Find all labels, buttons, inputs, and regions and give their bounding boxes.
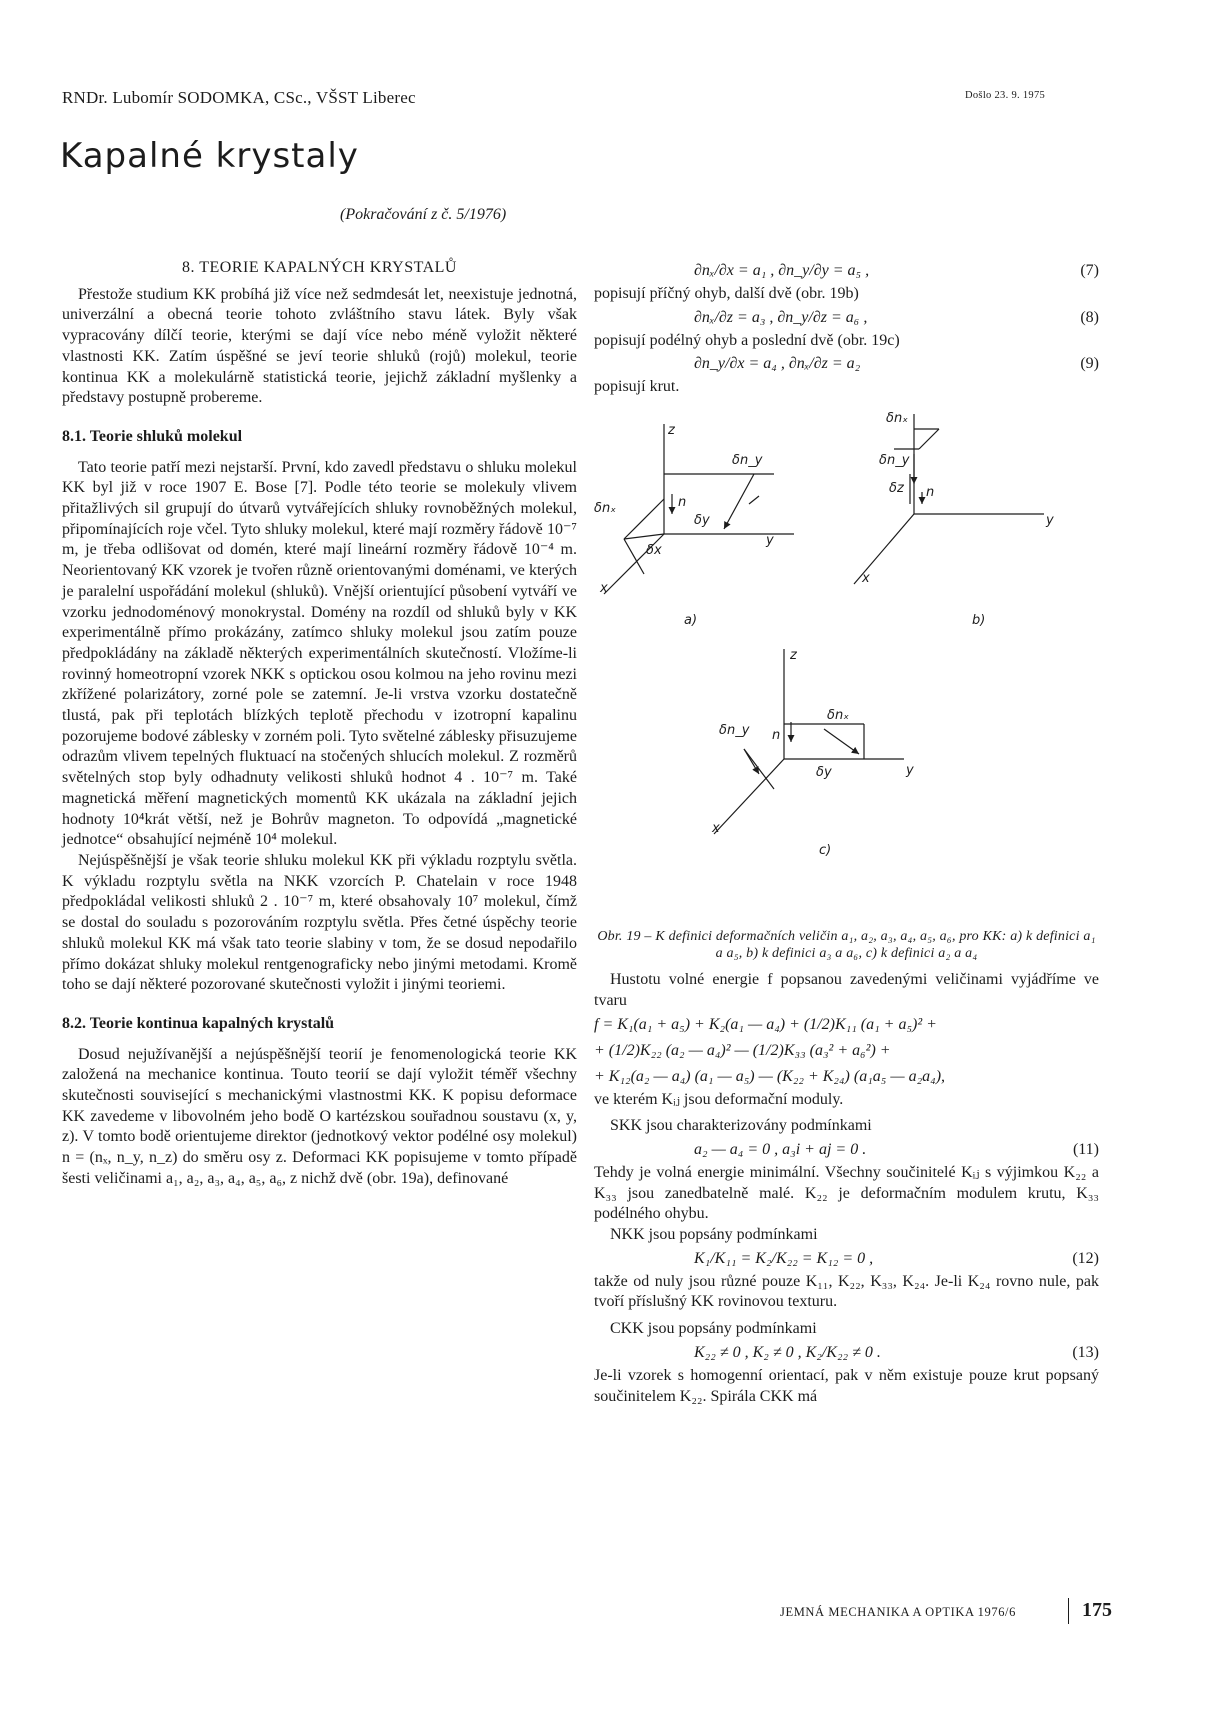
tehdy-paragraph: Tehdy je volná energie minimální. Všechny součinitelé Kᵢⱼ s výjimkou K₂₂ a K₃₃ jsou zanedbatelně malé. K₂₂ je deformačním modulem krutu, K₃₃ podélného ohybu. (594, 1163, 1099, 1223)
section-8-1-heading: 8.1. Teorie shluků molekul (62, 427, 243, 445)
footer-divider (1068, 1598, 1069, 1624)
article-title: Kapalné krystaly (60, 136, 359, 176)
equation-11-number: (11) (1072, 1140, 1099, 1158)
panel-a-dx-label: δx (646, 543, 662, 559)
panel-c-drawing (714, 649, 904, 834)
right-column (594, 258, 1099, 1407)
text-after-eq7: popisují příčný ohyb, další dvě (obr. 19b) (594, 285, 859, 302)
panel-c-dnx-label: δnₓ (827, 708, 849, 724)
author-line: RNDr. Lubomír SODOMKA, CSc., VŠST Liberec (62, 88, 416, 107)
section-8-2-paragraph-1: Dosud nejužívanější a nejúspěšnější teorií je fenomenologická teorie KK založená na mechanice kontinua. Touto teorií se dají vyložit téměř všechny skutečnosti související s mechanickými vlastnostmi KK. K popisu deformace KK zavedeme v libovolném jeho bodě O kartézskou souřadnou soustavu (x, y, z). V tomto bodě orientujeme direktor (jednotkový vektor podélné osy molekul) n = (nₓ, n_y, n_z) do směru osy z. Deformaci KK popisujeme v tomto případě šesti veličinami a₁, a₂, a₃, a₄, a₅, a₆, z nichž dvě (obr. 19a), definované (62, 1045, 577, 1187)
panel-b-caption-label: b) (972, 613, 986, 629)
footer-journal: JEMNÁ MECHANIKA A OPTIKA 1976/6 (780, 1605, 1016, 1619)
continuation-note: (Pokračování z č. 5/1976) (340, 206, 507, 223)
free-energy-line-3: + K₁₂(a₂ — a₄) (a₁ — a₅) — (K₂₂ + K₂₄) (a₁a₅ — a₂a₄), (594, 1067, 946, 1085)
equation-13 (594, 1340, 1099, 1366)
text-after-eq8: popisují podélný ohyb a poslední dvě (obr. 19c) (594, 331, 900, 349)
panel-c-dy-label: δy (816, 765, 832, 781)
panel-a-drawing (604, 424, 794, 594)
nkk-sentence: NKK jsou popsány podmínkami (610, 1226, 818, 1244)
figure-19-diagram (594, 404, 1099, 924)
section-8-2-heading: 8.2. Teorie kontinua kapalných krystalů (62, 1014, 335, 1032)
energy-paragraph: Hustotu volné energie f popsanou zavedenými veličinami vyjádříme ve tvaru (594, 971, 1099, 1009)
panel-b-y-label: y (1046, 513, 1054, 529)
panel-b-dz-label: δz (889, 481, 904, 497)
kij-sentence: ve kterém Kᵢⱼ jsou deformační moduly. (594, 1090, 844, 1108)
panel-b-x-label: x (862, 571, 870, 587)
equation-12-body: K₁/K₁₁ = K₂/K₂₂ = K₁₂ = 0 , (694, 1249, 874, 1267)
equation-13-number: (13) (1072, 1343, 1099, 1361)
free-energy-line-1: f = K₁(a₁ + a₅) + K₂(a₁ — a₄) + (1/2)K₁₁ (a₁ + a₅)² + (594, 1015, 937, 1033)
ckk-sentence: CKK jsou popsány podmínkami (610, 1320, 817, 1338)
section-8-1-paragraph-2: Nejúspěšnější je však teorie shluku molekul KK při výkladu rozptylu světla. K výkladu rozptylu světla na NKK vzorcích P. Chatelain v roce 1948 předpokládal velikosti shluků 2 . 10⁻⁷ m, které obsahovaly 10⁷ molekul, čímž se dostal do souladu s pozorováním rozptylu světla. Přes četné úspěchy teorie shluků molekul KK má však tato teorie slabiny v tom, že se dosud nepodařilo přímo dokázat shluky molekul rentgenograficky nebo jinými metodami. Kromě toho se dají některé pozorované skutečnosti vyložit i jinými teoriemi. (62, 851, 577, 994)
equation-8 (594, 305, 1099, 331)
equation-7 (594, 258, 1099, 284)
panel-a-x-label: x (600, 581, 608, 597)
section-8-heading: 8. TEORIE KAPALNÝCH KRYSTALŮ (182, 259, 457, 276)
equation-9-body: ∂n_y/∂x = a₄ , ∂nₓ/∂z = a₂ (694, 355, 861, 373)
last-paragraph: Je-li vzorek s homogenní orientací, pak v něm existuje pouze krut popsaný součinitelem K₂₂. Spirála CKK má (594, 1366, 1099, 1405)
figure-19-caption: Obr. 19 – K definici deformačních veličin a₁, a₂, a₃, a₄, a₅, a₆, pro KK: a) k definici a₁ a a₅, b) k definici a₃ a a₆, c) k definici a₂ a a₄ (597, 929, 1096, 962)
section-8-1-paragraph-1: Tato teorie patří mezi nejstarší. První, kdo zavedl představu o shluku molekul KK byl již v roce 1907 E. Bose [7]. Podle této teorie se molekuly vlivem přitažlivých sil grupují do útvarů vytvářejících shluky rovnoběžných molekul, připomínajících roje včel. Tyto shluky molekul, které mají rozměry řádově 10⁻⁷ m, je třeba odlišovat od domén, které mají lineární rozměry řádově 10⁻⁴ m. Neorientovaný KK vzorek je tvořen různě orientovanými doménami, ve kterých je paralelní uspořádání molekul (shluků). Vnější orientující působení vytváří ve vzorku jednodoménový monokrystal. Domény na rozdíl od shluků byly v KK experimentálně přímo prokázány, zatímco shluky molekul jsou zatím pouze předpokládány na základě některých experimentálních skutečností. Vložíme-li rovinný homeotropní vzorek NKK s optickou osou kolmou na jeho rovinu mezi zkřížené polarizátory, zorné pole se zatemní. Je-li vrstva vzorku dostatečně tlustá, pak při teplotách blízkých teplotě přechodu v izotropní kapalinu pozorujeme bodové záblesky v zorném poli. Tyto světelné záblesky přisuzujeme odrazům vlivem tepelných fluktuací na stočených shlucích molekul. Z rozměrů světelných stop byly odhadnuty velikosti shluků hodnot 4 . 10⁻⁷ m. Také magnetická měření magnetických momentů KK ukázala na základní jejich hodnoty 10⁴krát větší, než je Bohrův magneton. To odpovídá „magnetické jednotce“ obsahující nejméně 10⁴ molekul. (62, 458, 577, 849)
panel-a-dny-label: δn_y (732, 453, 763, 469)
equation-7-body: ∂nₓ/∂x = a₁ , ∂n_y/∂y = a₅ , (694, 262, 870, 279)
panel-a-n-label: n (678, 495, 687, 511)
panel-a-dnx-label: δnₓ (594, 501, 616, 517)
equation-12 (594, 1246, 1099, 1272)
equation-13-body: K₂₂ ≠ 0 , K₂ ≠ 0 , K₂/K₂₂ ≠ 0 . (694, 1343, 881, 1361)
equation-8-number: (8) (1080, 308, 1099, 326)
panel-c-dny-label: δn_y (719, 723, 750, 739)
panel-c-z-label: z (790, 648, 797, 664)
figure-19 (594, 404, 1099, 924)
panel-a-y-label: y (766, 533, 774, 549)
free-energy-line-2: + (1/2)K₂₂ (a₂ — a₄)² — (1/2)K₃₃ (a₃² + a₆²) + (594, 1041, 891, 1059)
text-after-eq9: popisují krut. (594, 378, 680, 396)
equation-9 (594, 351, 1099, 377)
panel-b-drawing (854, 414, 1044, 587)
panel-a-caption-label: a) (684, 613, 698, 629)
equation-11 (594, 1137, 1099, 1163)
takze-paragraph: takže od nuly jsou různé pouze K₁₁, K₂₂, K₃₃, K₂₄. Je-li K₂₄ rovno nule, pak tvoří příslušný KK rovinovou texturu. (594, 1272, 1099, 1311)
panel-c-n-label: n (772, 728, 781, 744)
panel-c-caption-label: c) (819, 843, 832, 859)
equation-9-number: (9) (1080, 355, 1099, 373)
equation-11-body: a₂ — a₄ = 0 , a₃i + aj = 0 . (694, 1140, 867, 1158)
panel-a-dy-label: δy (694, 513, 710, 529)
panel-b-n-label: n (926, 485, 935, 501)
skk-sentence: SKK jsou charakterizovány podmínkami (610, 1117, 872, 1135)
equation-7-number: (7) (1080, 262, 1099, 279)
panel-b-dnx-label: δnₓ (886, 411, 908, 427)
received-date: Došlo 23. 9. 1975 (965, 90, 1046, 101)
page-number: 175 (1082, 1599, 1112, 1621)
equation-8-body: ∂nₓ/∂z = a₃ , ∂n_y/∂z = a₆ , (694, 308, 868, 326)
panel-c-y-label: y (906, 763, 914, 779)
panel-a-z-label: z (668, 423, 675, 439)
panel-c-x-label: x (712, 821, 720, 837)
panel-b-dny-label: δn_y (879, 453, 910, 469)
equation-12-number: (12) (1072, 1249, 1099, 1267)
section-8-intro: Přestože studium KK probíhá již více než sedmdesát let, neexistuje jednotná, univerzální a obecná teorie tohoto zvláštního stavu látek. Byly však vypracovány dílčí teorie, kterými se dají více nebo méně vyložit některé vlastnosti KK. Zatím úspěšné se jeví teorie shluků (rojů) molekul, teorie kontinua KK a molekulárně statistická teorie, jejichž základní myšlenky a představy postupně probereme. (62, 285, 577, 407)
left-column (62, 258, 577, 1190)
